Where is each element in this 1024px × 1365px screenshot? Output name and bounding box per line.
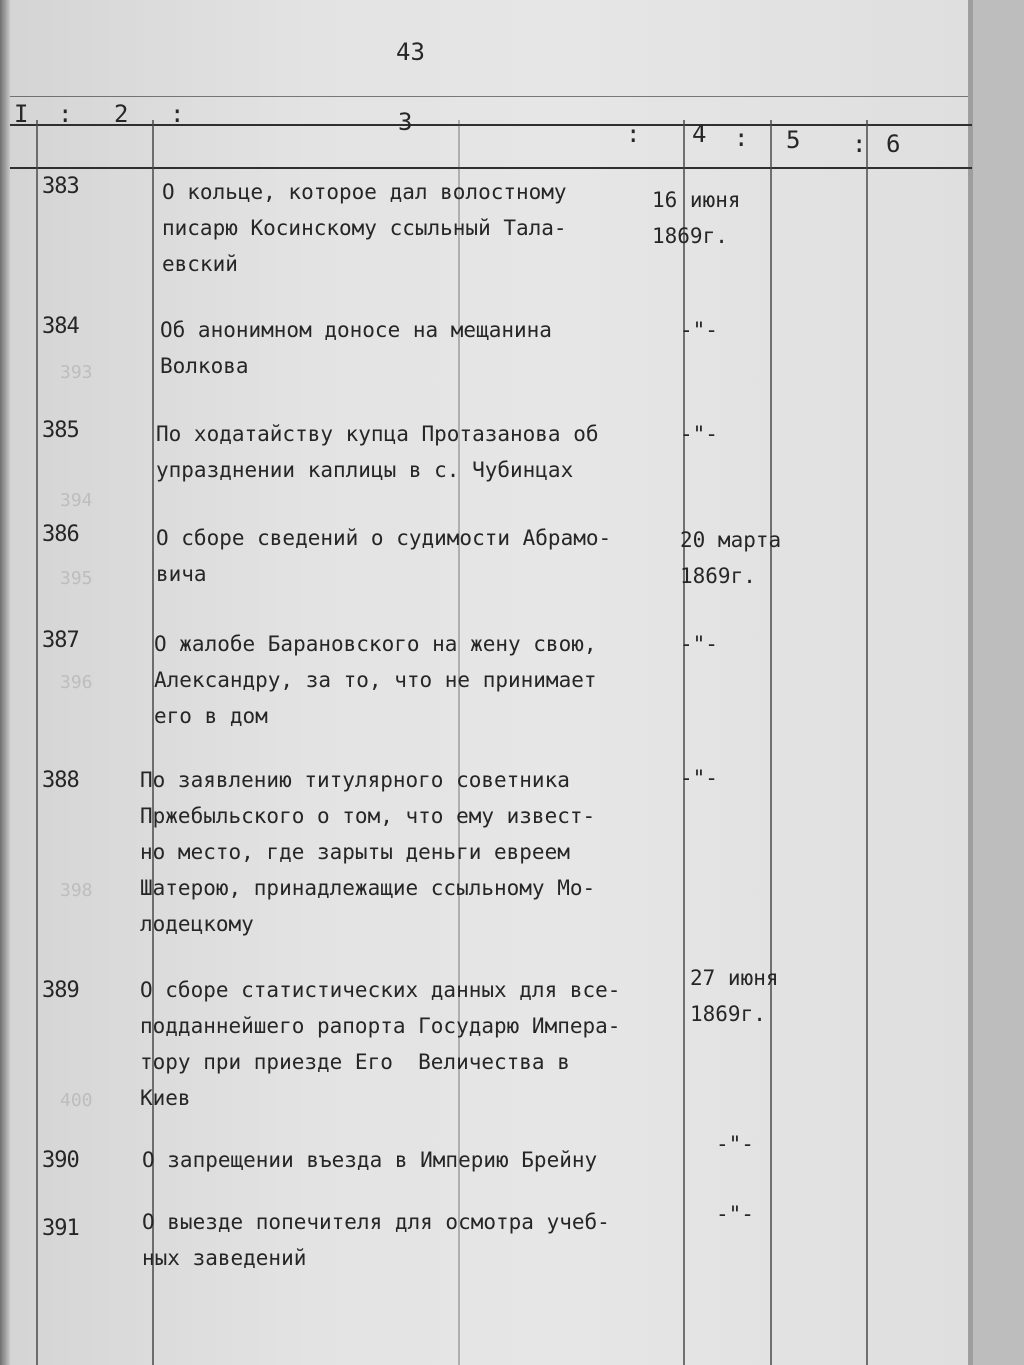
row-number: 391 [42, 1216, 79, 1241]
row-date: 20 марта 1869г. [680, 528, 782, 588]
header-sep-3: : [626, 120, 641, 148]
row-number: 389 [42, 978, 79, 1003]
header-sep-4: : [734, 124, 749, 152]
row-date: 27 июня 1869г. [690, 966, 779, 1026]
page-shadow [0, 0, 10, 1365]
row-date: -"- [680, 318, 718, 342]
background-beyond-page [972, 0, 1024, 1365]
header-col-4: 4 [692, 120, 707, 148]
header-col-1: I [14, 100, 29, 128]
row-number: 387 [42, 628, 79, 653]
header-col-5: 5 [786, 126, 801, 154]
row-title: О сборе статистических данных для все- подданнейшего рапорта Государю Импера- тору при приезде Его Величества в Киев [140, 978, 621, 1110]
row-title: Об анонимном доносе на мещанина Волкова [160, 318, 552, 378]
column-divider-1 [36, 120, 38, 1365]
row-title: О сборе сведений о судимости Абрамо- вича [156, 526, 612, 586]
table-top-rule [10, 96, 968, 97]
row-number: 384 [42, 314, 79, 339]
row-number: 388 [42, 768, 79, 793]
header-bottom-rule [10, 167, 972, 169]
row-number: 383 [42, 174, 79, 199]
row-title: О запрещении въезда в Империю Брейну [142, 1148, 598, 1172]
header-sep-1: : [58, 100, 73, 128]
row-title: По ходатайству купца Протазанова об упразднении каплицы в с. Чубинцах [156, 422, 599, 482]
row-date: -"- [680, 422, 718, 446]
document-page: 393 394 395 396 398 400 43 I : 2 : 3 : 4 : 5 : 6 383 О кольце, которое дал волостному писарю Косинскому ссыльный Тала- евский 16 июня 1869г. 384 Об анонимном доносе на мещанина Волкова -"- 385 По ходатайству купца Протазанова об упразднении каплицы в с. Чубинцах -"- 386 О сборе сведений о судимости Абрамо- вича 20 марта 1869г. 387 О жалобе Барановского на жену свою, Александру, за то, что не принимает его в дом -"- 388 По заявлению титулярного советника Пржебыльского о том, что ему извест- но место, где зарыты деньги евреем Шатерою, принадлежащие ссыльному Мо- лодецкому -"- 389 О сборе статистических данных для все- подданнейшего рапорта Государю Импера- тору при приезде Его Величества в Киев 27 июня 1869г. 390 О запрещении въезда в Империю Брейну -"- 391 О выезде попечителя для осмотра учеб- ных заведений -"- [0, 0, 1024, 1365]
header-sep-5: : [852, 130, 867, 158]
row-date: -"- [716, 1132, 754, 1156]
row-title: По заявлению титулярного советника Пржебыльского о том, что ему извест- но место, где зарыты деньги евреем Шатерою, принадлежащие ссыльному Мо- лодецкому [140, 768, 596, 936]
page-edge [968, 0, 973, 1365]
row-date: -"- [680, 766, 718, 790]
header-col-2: 2 [114, 100, 129, 128]
column-divider-5 [770, 120, 772, 1365]
header-top-rule [10, 124, 972, 126]
header-col-3: 3 [398, 108, 413, 136]
row-number: 386 [42, 522, 79, 547]
row-date: -"- [716, 1202, 754, 1226]
row-title: О кольце, которое дал волостному писарю Косинскому ссыльный Тала- евский [162, 180, 567, 276]
column-divider-3 [458, 120, 460, 1365]
page-number: 43 [396, 38, 425, 66]
column-divider-2 [152, 120, 154, 1365]
header-sep-2: : [170, 100, 185, 128]
row-date: 16 июня 1869г. [652, 188, 741, 248]
row-title: О выезде попечителя для осмотра учеб- ных заведений [142, 1210, 610, 1270]
header-col-6: 6 [886, 130, 901, 158]
column-divider-4 [683, 120, 685, 1365]
row-number: 390 [42, 1148, 79, 1173]
column-divider-6 [866, 120, 868, 1365]
row-date: -"- [680, 632, 718, 656]
row-title: О жалобе Барановского на жену свою, Александру, за то, что не принимает его в дом [154, 632, 597, 728]
row-number: 385 [42, 418, 79, 443]
